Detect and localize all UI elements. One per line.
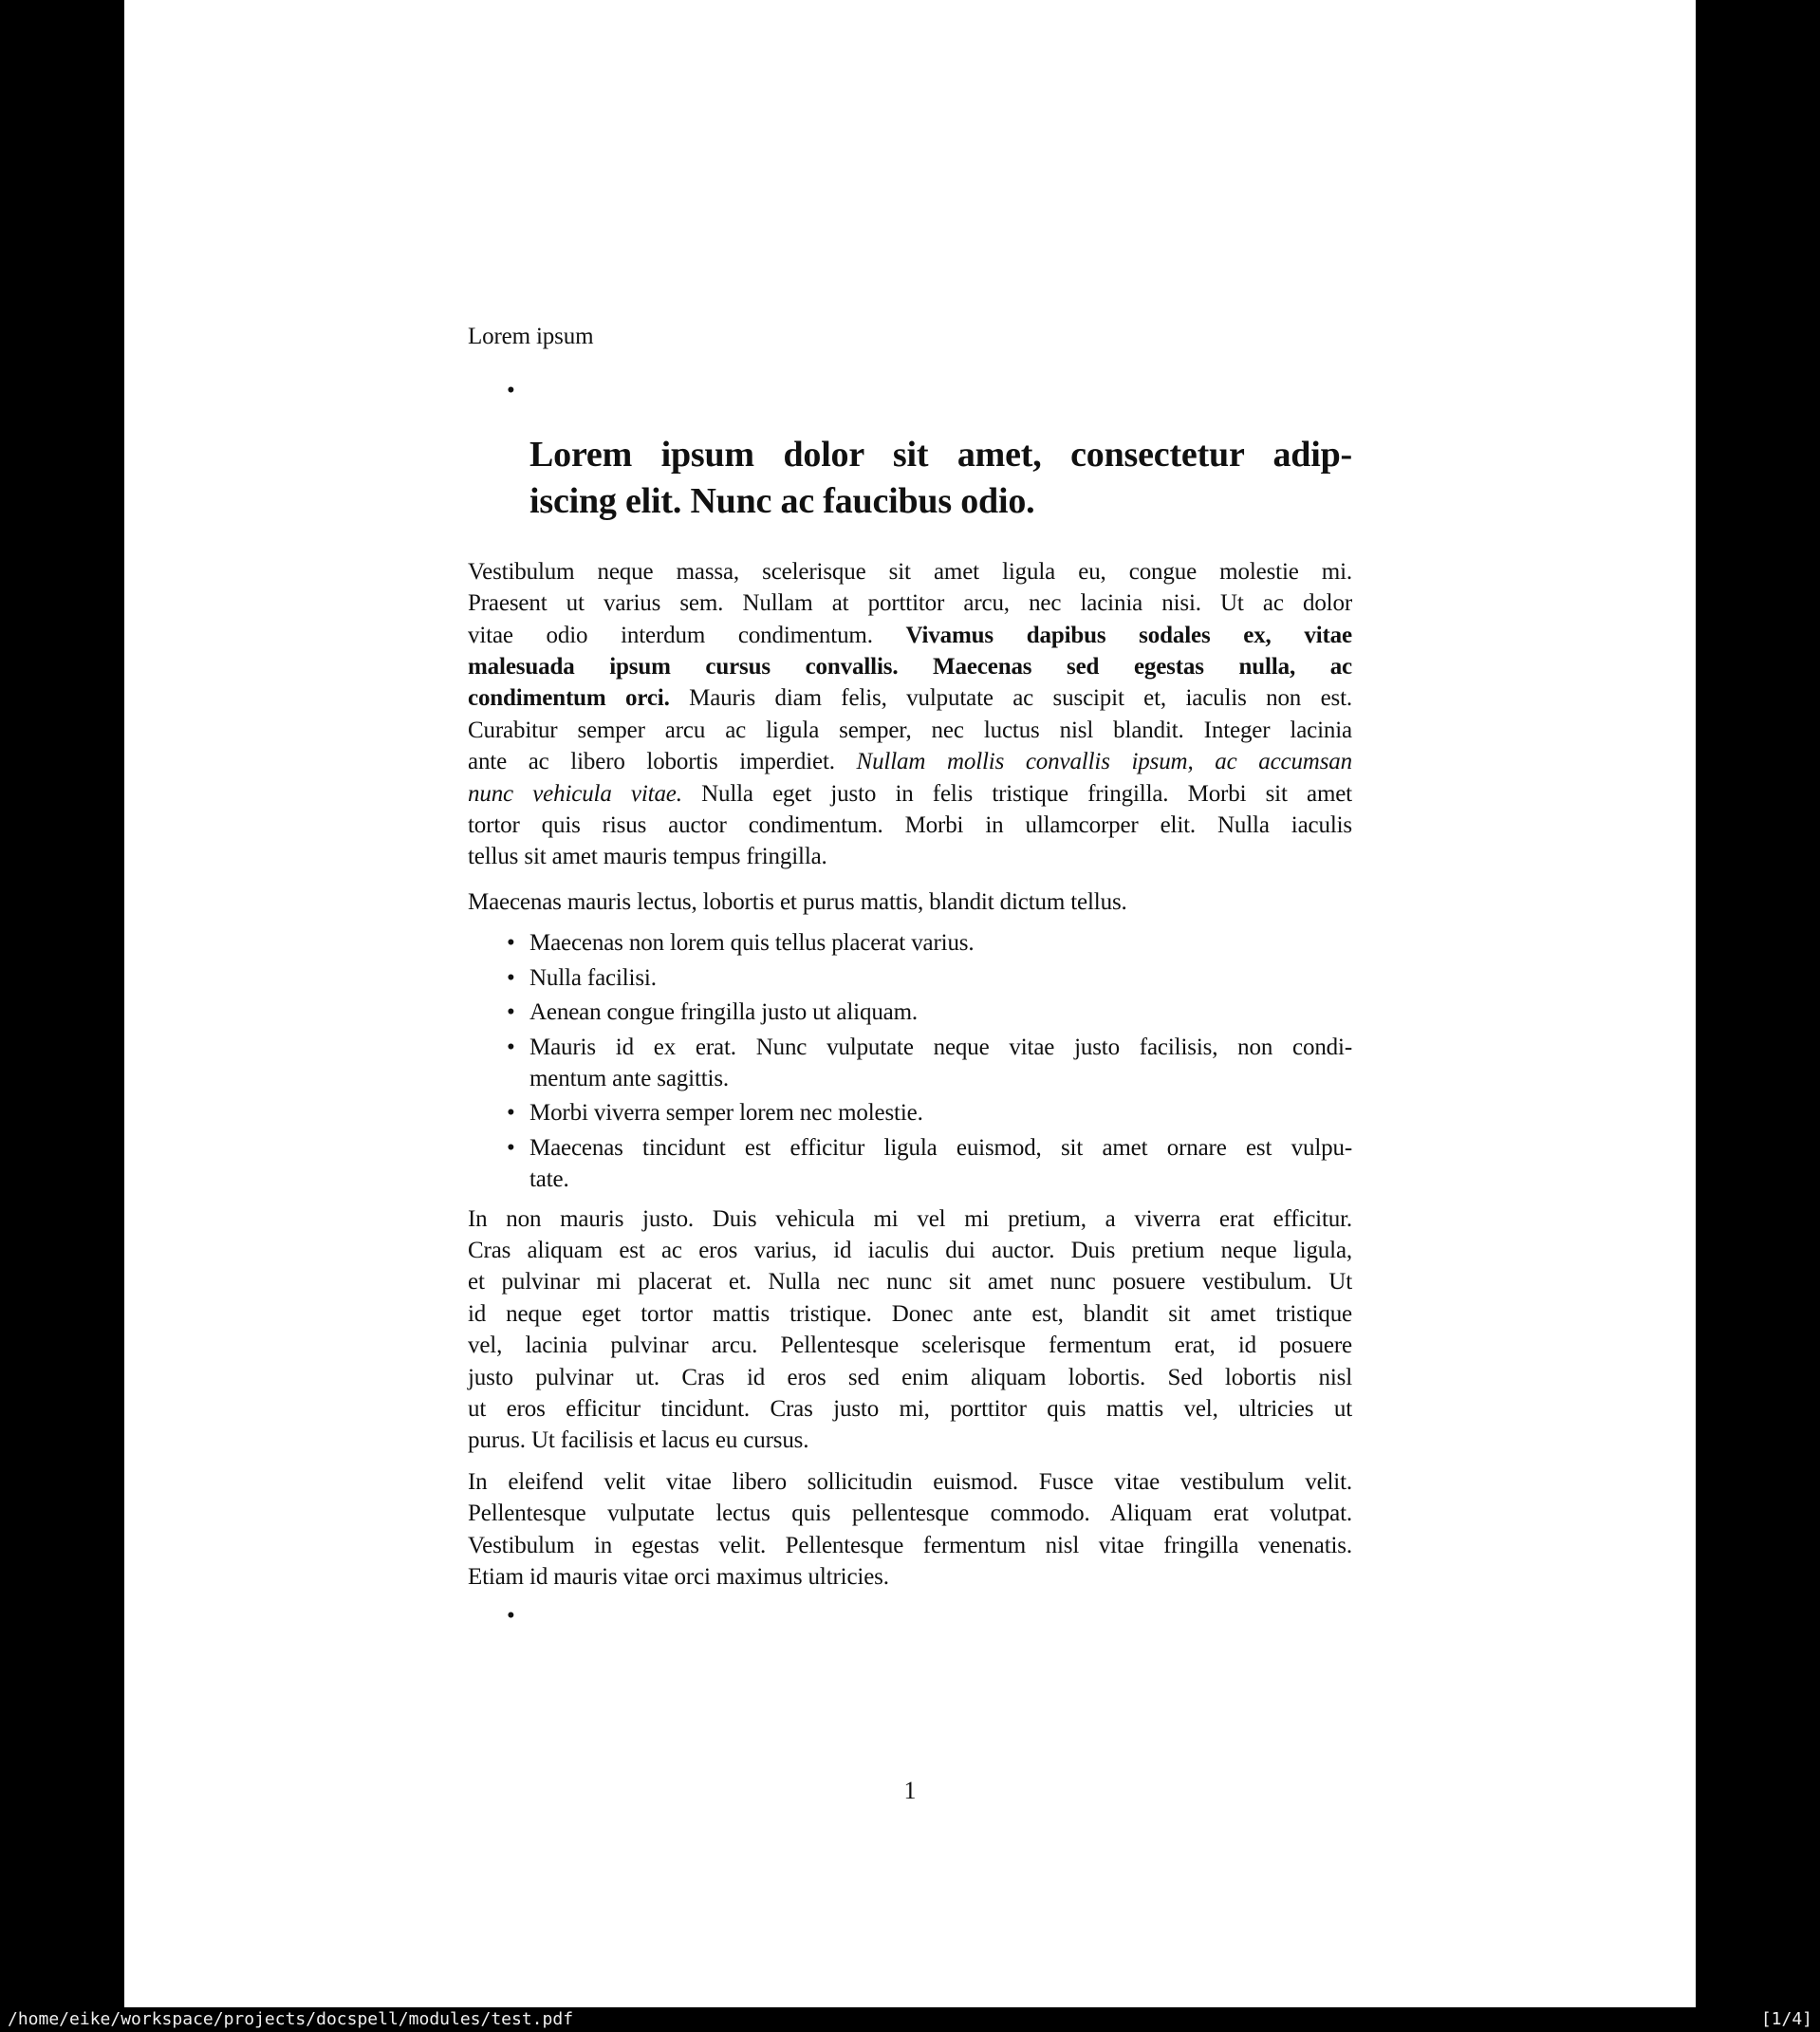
- text-line: tate.: [529, 1166, 569, 1193]
- paragraph: [468, 556, 1352, 873]
- text-line: id neque eget tortor mattis tristique. Donec ante est, blandit sit amet tristique: [468, 1300, 1352, 1327]
- text-line: iscing elit. Nunc ac faucibus odio.: [529, 480, 1035, 521]
- bullet-icon: •: [507, 1603, 515, 1630]
- text-line: vel, lacinia pulvinar arcu. Pellentesque scelerisque fermentum erat, id posuere: [468, 1333, 1352, 1359]
- text-line: vitae odio interdum condimentum. Vivamus dapibus sodales ex, vitae: [468, 622, 1352, 648]
- empty-list-item: [468, 375, 1352, 406]
- text-line: Praesent ut varius sem. Nullam at porttitor arcu, nec lacinia nisi. Ut ac dolor: [468, 590, 1352, 617]
- text-line: mentum ante sagittis.: [529, 1065, 730, 1091]
- text-line: nunc vehicula vitae. Nulla eget justo in felis tristique fringilla. Morbi sit amet: [468, 780, 1352, 807]
- file-path: /home/eike/workspace/projects/docspell/modules/test.pdf: [8, 2009, 574, 2029]
- text-line: In non mauris justo. Duis vehicula mi vel mi pretium, a viverra erat efficitur.: [468, 1205, 1352, 1232]
- bullet-icon: •: [507, 378, 515, 404]
- text-line: Maecenas tincidunt est efficitur ligula euismod, sit amet ornare est vulpu-: [529, 1134, 1352, 1161]
- top-label: Lorem ipsum: [468, 324, 594, 349]
- text-line: ante ac libero lobortis imperdiet. Nullam mollis convallis ipsum, ac accumsan: [468, 749, 1352, 775]
- bullet-icon: •: [507, 1034, 515, 1060]
- bullet-list: [468, 927, 1352, 1195]
- list-item-text: [529, 962, 1352, 994]
- list-item-text: [529, 997, 1352, 1028]
- list-item: [468, 997, 1352, 1028]
- text-column: [468, 0, 1352, 1632]
- text-line: ut eros efficitur tincidunt. Cras justo mi, porttitor quis mattis vel, ultricies ut: [468, 1395, 1352, 1422]
- text-line: Etiam id mauris vitae orci maximus ultricies.: [468, 1564, 889, 1590]
- text-line: Curabitur semper arcu ac ligula semper, nec luctus nisl blandit. Integer lacinia: [468, 717, 1352, 743]
- text-line: purus. Ut facilisis et lacus eu cursus.: [468, 1427, 809, 1454]
- text-line: Aenean congue fringilla justo ut aliquam.: [529, 999, 919, 1026]
- text-line: malesuada ipsum cursus convallis. Maecenas sed egestas nulla, ac: [468, 654, 1352, 680]
- text-line: et pulvinar mi placerat et. Nulla nec nunc sit amet nunc posuere vestibulum. Ut: [468, 1269, 1352, 1296]
- bullet-icon: •: [507, 999, 515, 1026]
- list-item-text: [529, 1032, 1352, 1095]
- status-bar: [0, 2007, 1820, 2032]
- text-line: Lorem ipsum dolor sit amet, consectetur adip-: [529, 434, 1352, 475]
- list-item-text: [529, 927, 1352, 959]
- text-line: condimentum orci. Mauris diam felis, vulputate ac suscipit et, iaculis non est.: [468, 685, 1352, 712]
- paragraph: [468, 1466, 1352, 1594]
- list-item: [468, 1097, 1352, 1128]
- bullet-icon: •: [507, 1134, 515, 1161]
- page-indicator: [1/4]: [1760, 2009, 1812, 2029]
- text-line: Vestibulum in egestas velit. Pellentesque fermentum nisl vitae fringilla venenatis.: [468, 1532, 1352, 1558]
- page-number: 1: [903, 1777, 917, 1804]
- text-line: tortor quis risus auctor condimentum. Morbi in ullamcorper elit. Nulla iaculis: [468, 812, 1352, 839]
- text-line: Maecenas mauris lectus, lobortis et purus mattis, blandit dictum tellus.: [468, 888, 1127, 915]
- text-line: Mauris id ex erat. Nunc vulputate neque vitae justo facilisis, non condi-: [529, 1034, 1352, 1060]
- text-line: tellus sit amet mauris tempus fringilla.: [468, 844, 827, 870]
- empty-list-item: [468, 1600, 1352, 1631]
- list-item-text: [529, 1097, 1352, 1128]
- text-line: justo pulvinar ut. Cras id eros sed enim aliquam lobortis. Sed lobortis nisl: [468, 1364, 1352, 1390]
- list-item: [468, 1132, 1352, 1196]
- bullet-icon: •: [507, 1100, 515, 1127]
- bullet-icon: •: [507, 964, 515, 991]
- text-line: Vestibulum neque massa, scelerisque sit amet ligula eu, congue molestie mi.: [468, 558, 1352, 585]
- bullet-icon: •: [507, 930, 515, 957]
- text-line: Nulla facilisi.: [529, 964, 657, 991]
- text-line: Maecenas non lorem quis tellus placerat varius.: [529, 930, 975, 957]
- text-line: In eleifend velit vitae libero sollicitudin euismod. Fusce vitae vestibulum velit.: [468, 1468, 1352, 1495]
- paragraph: [468, 886, 1352, 918]
- list-item: [468, 962, 1352, 994]
- section-heading: [529, 432, 1352, 525]
- list-item-text: [529, 1132, 1352, 1196]
- document-page[interactable]: [124, 0, 1696, 2007]
- text-line: Morbi viverra semper lorem nec molestie.: [529, 1100, 923, 1127]
- list-item: [468, 927, 1352, 959]
- list-item: [468, 1032, 1352, 1095]
- text-line: Pellentesque vulputate lectus quis pellentesque commodo. Aliquam erat volutpat.: [468, 1501, 1352, 1527]
- text-line: Cras aliquam est ac eros varius, id iaculis dui auctor. Duis pretium neque ligula,: [468, 1237, 1352, 1263]
- paragraph: [468, 1203, 1352, 1457]
